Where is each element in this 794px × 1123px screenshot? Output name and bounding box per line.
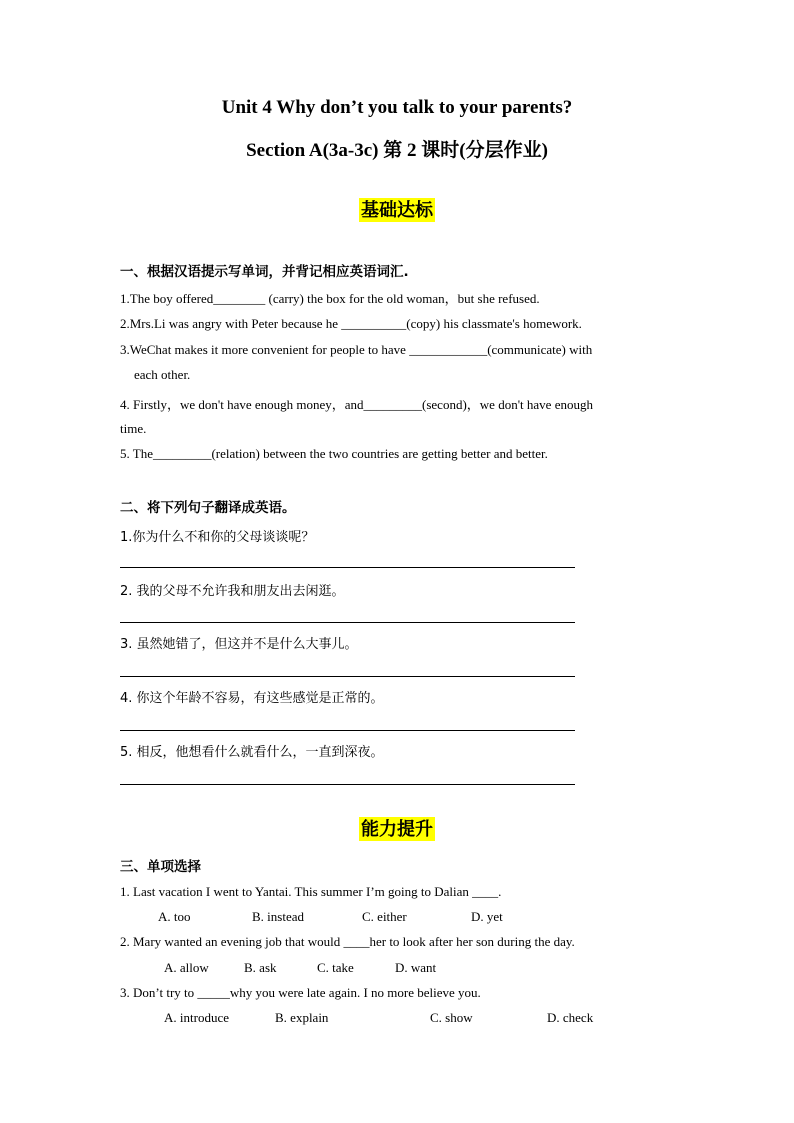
answer-line-2 bbox=[120, 622, 575, 623]
q1-option-b: B. instead bbox=[252, 909, 304, 924]
q3-option-a: A. introduce bbox=[164, 1010, 229, 1025]
part2-question-1: 1.你为什么不和你的父母谈谈呢？ bbox=[120, 530, 315, 545]
part2-question-2: 2. 我的父母不允许我和朋友出去闲逛。 bbox=[120, 584, 345, 599]
part2-question-5: 5. 相反，他想看什么就看什么，一直到深夜。 bbox=[120, 745, 384, 760]
answer-line-1 bbox=[120, 567, 575, 568]
section-basic bbox=[0, 198, 794, 222]
part1-question-3-cont: each other. bbox=[134, 367, 191, 382]
answer-line-3 bbox=[120, 676, 575, 677]
q1-option-d: D. yet bbox=[471, 909, 503, 924]
part2-question-4: 4. 你这个年龄不容易，有这些感觉是正常的。 bbox=[120, 691, 384, 706]
q3-option-b: B. explain bbox=[275, 1010, 329, 1025]
q3-option-c: C. show bbox=[430, 1010, 473, 1025]
page-subtitle: Section A(3a-3c) 第 2 课时(分层作业) bbox=[246, 140, 548, 161]
page-title: Unit 4 Why don’t you talk to your parents? bbox=[221, 97, 573, 118]
q3-option-d: D. check bbox=[547, 1010, 594, 1025]
part3-heading: 三、单项选择 bbox=[120, 859, 201, 875]
q2-option-b: B. ask bbox=[244, 960, 277, 975]
part1-question-5: 5. The_________(relation) between the two countries are getting better and better. bbox=[120, 446, 548, 461]
part2-heading: 二、将下列句子翻译成英语。 bbox=[120, 500, 296, 516]
part1-question-2: 2.Mrs.Li was angry with Peter because he __________(copy) his classmate's homework. bbox=[120, 316, 582, 331]
part1-question-4-cont: time. bbox=[120, 421, 147, 436]
q2-option-a: A. allow bbox=[164, 960, 209, 975]
part3-question-1-stem: 1. Last vacation I went to Yantai. This summer I’m going to Dalian ____. bbox=[120, 884, 502, 899]
section-advanced-label: 能力提升 bbox=[361, 819, 433, 839]
answer-line-5 bbox=[120, 784, 575, 785]
section-basic-label: 基础达标 bbox=[361, 200, 433, 220]
part2-question-3: 3. 虽然她错了，但这并不是什么大事儿。 bbox=[120, 637, 358, 652]
q2-option-d: D. want bbox=[395, 960, 437, 975]
answer-line-4 bbox=[120, 730, 575, 731]
part3-question-3-stem: 3. Don’t try to _____why you were late again. I no more believe you. bbox=[120, 985, 481, 1000]
section-advanced bbox=[0, 817, 794, 841]
part1-heading: 一、根据汉语提示写单词，并背记相应英语词汇. bbox=[120, 264, 409, 280]
part1-question-1: 1.The boy offered________ (carry) the box for the old woman，but she refused. bbox=[120, 291, 540, 306]
q1-option-a: A. too bbox=[158, 909, 191, 924]
part3-question-2-stem: 2. Mary wanted an evening job that would ____her to look after her son during the day. bbox=[120, 934, 575, 949]
part1-question-4: 4. Firstly，we don't have enough money，and_________(second)，we don't have enough bbox=[120, 397, 593, 412]
q2-option-c: C. take bbox=[317, 960, 354, 975]
q1-option-c: C. either bbox=[362, 909, 407, 924]
part1-question-3: 3.WeChat makes it more convenient for people to have ____________(communicate) with bbox=[120, 342, 593, 357]
